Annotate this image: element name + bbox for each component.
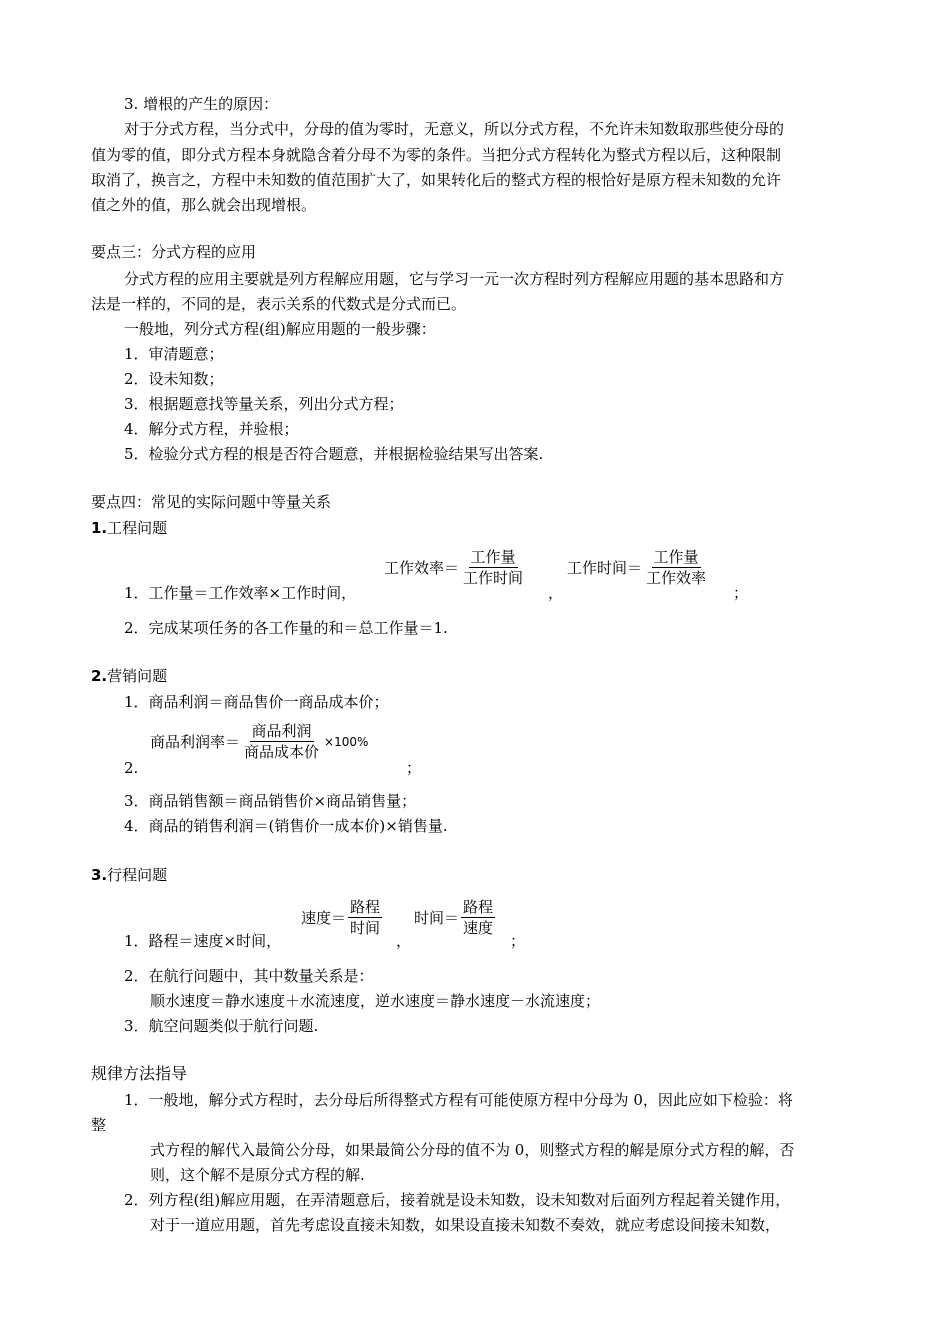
list-item: 4．商品的销售利润＝(销售价一成本价)×销售量. <box>124 817 448 835</box>
semicolon: ； <box>733 584 749 602</box>
paragraph-line: 分式方程的应用主要就是列方程解应用题，它与学习一元一次方程时列方程解应用题的基本思路和方 <box>124 270 785 288</box>
list-item: 1．一般地，解分式方程时，去分母后所得整式方程有可能使原方程中分母为 0，因此应如下检验：将 <box>124 1091 793 1109</box>
formula-lhs: 时间＝ <box>414 909 460 927</box>
fraction <box>644 548 708 587</box>
subsection-number: 3. <box>91 866 108 884</box>
subsection-title: 3. 增根的产生的原因： <box>124 95 279 113</box>
paragraph-line: 取消了，换言之，方程中未知数的值范围扩大了，如果转化后的整式方程的根恰好是原方程未知数的允许 <box>91 171 782 189</box>
paragraph-line: 对于分式方程，当分式中，分母的值为零时，无意义，所以分式方程，不允许未知数取那些使分母的 <box>124 120 785 138</box>
section-heading: 要点四：常见的实际问题中等量关系 <box>91 493 332 511</box>
formula-work-efficiency <box>384 548 525 587</box>
formula-profit-rate <box>150 722 368 761</box>
formula-lhs: 速度＝ <box>301 909 347 927</box>
fraction-denominator: 商品成本价 <box>244 743 320 761</box>
subsection-title <box>91 666 167 686</box>
subsection-label: 行程问题 <box>107 866 168 884</box>
list-item: 1．审清题意； <box>124 345 224 363</box>
subsection-title <box>91 518 167 538</box>
fraction-denominator: 工作时间 <box>463 569 524 587</box>
fraction-numerator: 商品利润 <box>251 722 312 740</box>
formula-lhs: 工作效率＝ <box>384 559 460 577</box>
paragraph-line: 值为零的值，即分式方程本身就隐含着分母不为零的条件。当把分式方程转化为整式方程以后，这种限制 <box>91 146 782 164</box>
paragraph-line: 值之外的值，那么就会出现增根。 <box>91 196 317 214</box>
list-item: 4．解分式方程，并验根； <box>124 420 299 438</box>
fraction-denominator: 时间 <box>350 919 381 937</box>
fraction <box>461 898 495 937</box>
list-item: 2．在航行问题中，其中数量关系是： <box>124 967 374 985</box>
list-number: 2. <box>124 759 139 777</box>
formula-lhs: 商品利润率＝ <box>150 733 241 751</box>
wrapped-text: 整 <box>91 1116 107 1134</box>
subsection-label: 工程问题 <box>107 519 168 537</box>
comma: ， <box>396 932 412 950</box>
list-item-continuation: 式方程的解代入最简公分母，如果最简公分母的值不为 0，则整式方程的解是原分式方程的解，否 <box>150 1141 795 1159</box>
fraction-numerator: 路程 <box>350 898 381 916</box>
list-item: 3．商品销售额＝商品销售价×商品销售量； <box>124 792 417 810</box>
formula-work-time <box>567 548 708 587</box>
section-heading: 规律方法指导 <box>91 1064 188 1083</box>
comma: ， <box>548 584 564 602</box>
section-heading: 要点三：分式方程的应用 <box>91 243 257 261</box>
semicolon: ； <box>406 759 422 777</box>
list-item: 2．列方程(组)解应用题，在弄清题意后，接着就是设未知数，设未知数对后面列方程起着关键作用， <box>124 1191 791 1209</box>
fraction-numerator: 路程 <box>463 898 494 916</box>
paragraph-line: 一般地，列分式方程(组)解应用题的一般步骤： <box>124 320 436 338</box>
fraction <box>242 722 321 761</box>
list-item: 1．工作量＝工作效率×工作时间， <box>124 584 357 602</box>
formula-lhs: 工作时间＝ <box>567 559 643 577</box>
fraction-denominator: 工作效率 <box>646 569 707 587</box>
list-item: 2．完成某项任务的各工作量的和＝总工作量＝1. <box>124 619 448 637</box>
subsection-label: 营销问题 <box>107 667 168 685</box>
fraction-denominator: 速度 <box>463 919 494 937</box>
fraction <box>461 548 525 587</box>
formula-time <box>414 898 495 937</box>
list-item: 2．设未知数； <box>124 370 224 388</box>
formula-multiplier: ×100% <box>324 734 369 749</box>
list-item: 3．根据题意找等量关系，列出分式方程； <box>124 395 404 413</box>
fraction-numerator: 工作量 <box>470 548 516 566</box>
list-item-continuation: 顺水速度＝静水速度＋水流速度，逆水速度＝静水速度－水流速度； <box>150 992 601 1010</box>
list-item-continuation: 对于一道应用题，首先考虑设直接未知数，如果设直接未知数不奏效，就应考虑设间接未知数， <box>150 1216 781 1234</box>
list-item: 1．路程＝速度×时间， <box>124 932 282 950</box>
fraction-numerator: 工作量 <box>653 548 699 566</box>
fraction <box>348 898 382 937</box>
subsection-title <box>91 865 167 885</box>
subsection-number: 1. <box>91 519 108 537</box>
list-item: 1．商品利润＝商品售价一商品成本价； <box>124 693 389 711</box>
list-item-continuation: 则，这个解不是原分式方程的解. <box>150 1166 365 1184</box>
list-item: 3．航空问题类似于航行问题. <box>124 1017 319 1035</box>
formula-speed <box>301 898 382 937</box>
semicolon: ； <box>510 932 526 950</box>
subsection-number: 2. <box>91 667 108 685</box>
list-item: 5．检验分式方程的根是否符合题意，并根据检验结果写出答案. <box>124 445 544 463</box>
paragraph-line: 法是一样的，不同的是，表示关系的代数式是分式而已。 <box>91 295 467 313</box>
